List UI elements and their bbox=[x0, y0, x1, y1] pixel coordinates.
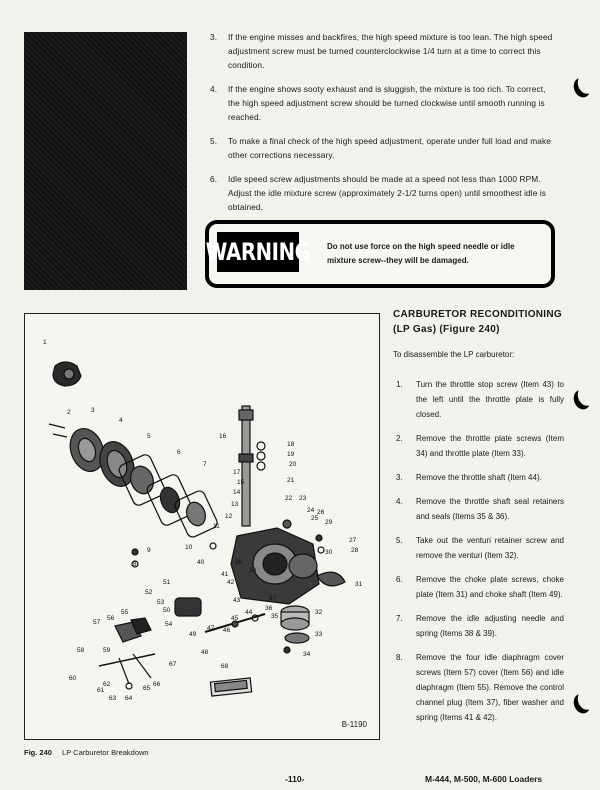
callout-label: 41 bbox=[221, 571, 229, 578]
callout-label: 26 bbox=[317, 509, 325, 516]
callout-label: 67 bbox=[169, 661, 177, 668]
callout-label: 12 bbox=[225, 513, 233, 520]
callout-label: 6 bbox=[177, 449, 181, 456]
list-item: 7. Remove the idle adjusting needle and spring (Items 38 & 39). bbox=[396, 614, 564, 638]
dark-photo-block bbox=[24, 32, 187, 290]
callout-label: 61 bbox=[97, 687, 105, 694]
callout-label: 55 bbox=[121, 609, 129, 616]
list-item: 4. Remove the throttle shaft seal retainers and seals (Items 35 & 36). bbox=[396, 497, 564, 521]
callout-label: 15 bbox=[237, 479, 245, 486]
callout-label: 44 bbox=[245, 609, 253, 616]
callout-label: 49 bbox=[189, 631, 197, 638]
callout-label: 37 bbox=[269, 595, 277, 602]
callout-label: 50 bbox=[163, 607, 171, 614]
callout-label: 10 bbox=[185, 544, 193, 551]
disassembly-steps-list bbox=[396, 377, 564, 734]
callout-label: 30 bbox=[325, 549, 333, 556]
callout-label: 11 bbox=[213, 523, 220, 530]
callout-label: 43 bbox=[233, 597, 241, 604]
callout-label: 21 bbox=[287, 477, 295, 484]
warning-text: Do not use force on the high speed needle or idle mixture screw--they will be damaged. bbox=[327, 242, 515, 265]
list-item: 4. If the engine shows sooty exhaust and is sluggish, the mixture is too rich. To correct, the high speed adjustment screw should be turned clockwise until smooth running is reached. bbox=[210, 84, 546, 122]
callout-label: 57 bbox=[93, 619, 101, 626]
figure-caption-text: LP Carburetor Breakdown bbox=[62, 748, 149, 757]
callout-label: 8 bbox=[133, 561, 137, 568]
section-intro: To disassemble the LP carburetor: bbox=[393, 350, 515, 359]
callout-label: 24 bbox=[307, 507, 315, 514]
callout-label: 60 bbox=[69, 675, 77, 682]
callout-label: 1 bbox=[43, 339, 47, 346]
callout-label: 20 bbox=[289, 461, 297, 468]
model-footer: M-444, M-500, M-600 Loaders bbox=[425, 774, 543, 784]
callout-label: 25 bbox=[311, 515, 319, 522]
page-number: -110- bbox=[285, 774, 305, 784]
list-item: 2. Remove the throttle plate screws (Item 34) and throttle plate (Item 33). bbox=[396, 434, 564, 458]
callout-label: 62 bbox=[103, 681, 111, 688]
section-title: CARBURETOR RECONDITIONING (LP Gas) (Figure 240) bbox=[393, 309, 562, 335]
callout-label: 16 bbox=[219, 433, 227, 440]
callout-label: 59 bbox=[103, 647, 111, 654]
callout-label: 52 bbox=[145, 589, 153, 596]
figure-caption bbox=[24, 748, 149, 757]
callout-label: 45 bbox=[231, 615, 239, 622]
exploded-diagram bbox=[25, 314, 379, 739]
list-item: 3. If the engine misses and backfires, the high speed mixture is too lean. The high speed adjustment screw must be turned counterclockwise 1/4 turn at a time to correct this condition. bbox=[210, 32, 553, 70]
binder-hole-icon bbox=[575, 384, 597, 408]
callout-label: 63 bbox=[109, 695, 117, 702]
callout-label: 22 bbox=[285, 495, 293, 502]
callout-label: 38 bbox=[249, 567, 257, 574]
list-item: 5. To make a final check of the high speed adjustment, operate under full load and make other corrections necessary. bbox=[210, 136, 551, 160]
callout-label: 33 bbox=[315, 631, 323, 638]
warning-label: WARNING bbox=[217, 232, 299, 272]
callout-label: 53 bbox=[157, 599, 165, 606]
callout-label: 64 bbox=[125, 695, 133, 702]
binder-hole-icon bbox=[575, 72, 597, 96]
list-item: 1. Turn the throttle stop screw (Item 43) to the left until the throttle plate is fully closed. bbox=[396, 380, 564, 419]
callout-label: 65 bbox=[143, 685, 151, 692]
callout-label: 28 bbox=[351, 547, 359, 554]
callout-label: 18 bbox=[287, 441, 295, 448]
callout-label: 35 bbox=[271, 613, 279, 620]
callout-label: 17 bbox=[233, 469, 241, 476]
callout-label: 14 bbox=[233, 489, 241, 496]
callout-label: 3 bbox=[91, 407, 95, 414]
callout-label: 19 bbox=[287, 451, 295, 458]
callout-label: 4 bbox=[119, 417, 123, 424]
list-item: 8. Remove the four idle diaphragm cover screws (Item 57) cover (Item 56) and idle diaphragm (Item 55). Remove the control channel plug (Item 37), fiber washer and spring (Items 41 & 42). bbox=[396, 653, 564, 722]
callout-label: 51 bbox=[163, 579, 171, 586]
callout-label: 29 bbox=[325, 519, 333, 526]
callout-label: 13 bbox=[231, 501, 239, 508]
list-item: 6. Remove the choke plate screws, choke plate (Item 31) and choke shaft (Item 49). bbox=[396, 575, 564, 599]
callout-label: 66 bbox=[153, 681, 161, 688]
figure-reference: B-1190 bbox=[341, 720, 367, 729]
callout-label: 47 bbox=[207, 625, 215, 632]
callout-label: 40 bbox=[197, 559, 205, 566]
list-item: 6. Idle speed screw adjustments should be made at a speed not less than 1000 RPM. Adjust the idle mixture screw (approximately 2-1/2 turns open) until smoothest idle is obtained. bbox=[210, 174, 547, 212]
callout-label: 7 bbox=[203, 461, 207, 468]
callout-label: 31 bbox=[355, 581, 363, 588]
callout-label: 27 bbox=[349, 537, 357, 544]
carburetor-figure bbox=[24, 313, 380, 740]
callout-label: 46 bbox=[223, 627, 231, 634]
list-item: 5. Take out the venturi retainer screw and remove the venturi (Item 32). bbox=[396, 536, 564, 560]
callout-label: 56 bbox=[107, 615, 115, 622]
list-item: 3. Remove the throttle shaft (Item 44). bbox=[396, 473, 542, 482]
callout-label: 68 bbox=[221, 663, 229, 670]
callout-label: 5 bbox=[147, 433, 151, 440]
warning-box bbox=[205, 220, 555, 288]
figure-number: Fig. 240 bbox=[24, 748, 52, 757]
callout-label: 48 bbox=[201, 649, 209, 656]
callout-label: 39 bbox=[235, 559, 243, 566]
callout-label: 58 bbox=[77, 647, 85, 654]
binder-hole-icon bbox=[575, 688, 597, 712]
callout-label: 32 bbox=[315, 609, 323, 616]
callout-label: 54 bbox=[165, 621, 173, 628]
callout-label: 23 bbox=[299, 495, 307, 502]
callout-label: 36 bbox=[265, 605, 273, 612]
callout-label: 2 bbox=[67, 409, 71, 416]
callout-label: 9 bbox=[147, 547, 151, 554]
adjustment-steps-list bbox=[206, 30, 556, 224]
callout-label: 34 bbox=[303, 651, 311, 658]
callout-label: 42 bbox=[227, 579, 235, 586]
